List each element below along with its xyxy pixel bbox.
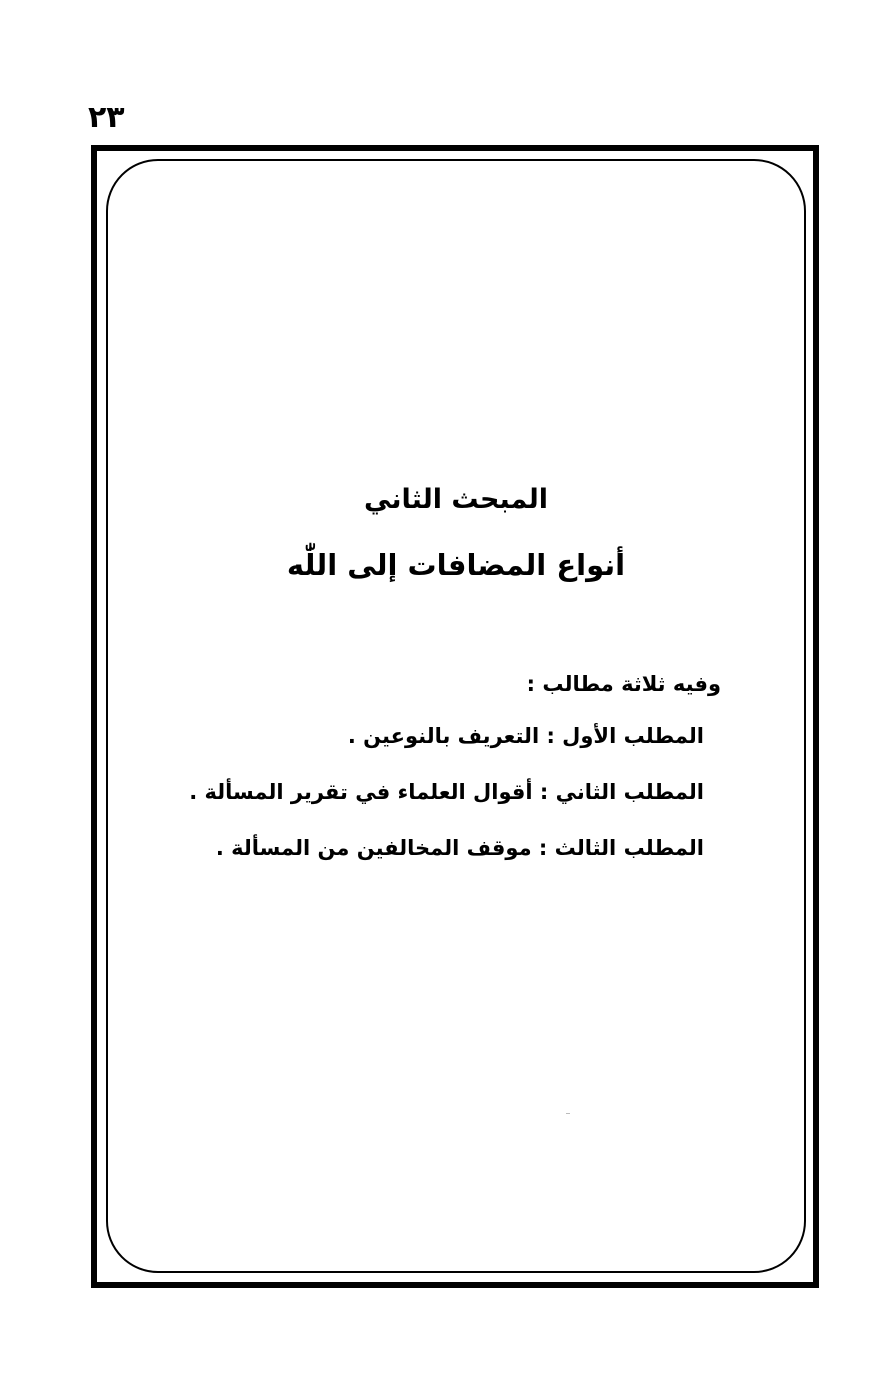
section-title: المبحث الثاني bbox=[364, 484, 548, 515]
scan-speck bbox=[566, 1113, 570, 1114]
section-subtitle: أنواع المضافات إلى اللّٰه bbox=[286, 548, 626, 582]
page-inner-rounded-border bbox=[106, 159, 806, 1273]
contents-item: المطلب الثاني : أقوال العلماء في تقرير المسألة . bbox=[189, 780, 704, 804]
page-number: ٢٣ bbox=[88, 100, 125, 135]
contents-intro: وفيه ثلاثة مطالب : bbox=[526, 672, 721, 696]
contents-item: المطلب الأول : التعريف بالنوعين . bbox=[347, 724, 704, 748]
contents-item: المطلب الثالث : موقف المخالفين من المسألة . bbox=[215, 836, 704, 860]
